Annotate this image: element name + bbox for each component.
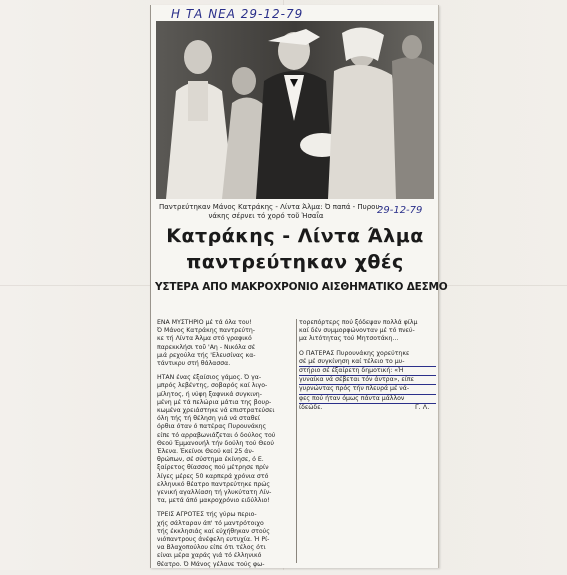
underlined-text-line: φες πού ήταν όμως πάντα μάλλον — [299, 395, 436, 404]
text-line: ίδεώδε. — [299, 403, 323, 411]
text-line: Ο ΠΑΤΕΡΑΣ Πυρουνάκης χορεύτηκε — [299, 349, 410, 357]
text-line: Έλενα. Έκείνοι Θεού καί 25 άν- — [157, 448, 255, 456]
text-line: μίλητος, ή νύφη ξαφνικά συγκινη- — [157, 390, 262, 398]
underlined-text-line: σέ μέ συγκίνηση καί τέλειο το μυ- — [299, 358, 436, 367]
author-signature: Γ. Λ. — [415, 403, 430, 411]
underlined-text-line: γυρνώντας πρός τήν πλευρά μέ νά- — [299, 385, 436, 394]
caption-line: Παντρεύτηκαν Μάνος Κατράκης - Λίντα Άλμα: Ό παπά - Πυρου- — [159, 203, 383, 211]
text-line: είπε τό αρραβωνιάζεται ό δούλος τού — [157, 431, 276, 439]
paragraph — [299, 319, 436, 344]
paragraph — [157, 511, 294, 568]
text-line: είναι μέρα χαράς γιά τό έλληνικό — [157, 552, 262, 560]
text-line: όλη τής τή θέληση γιά νά σταθεί — [157, 415, 260, 423]
text-line: θέατρο. Ό Μάνος γέλανε τούς φω- — [157, 560, 265, 568]
text-line: Θεού Έμμανουήλ τήν δούλη τού Θεού — [157, 439, 274, 447]
text-line: γενική αγαλλίαση τή γλυκύτατη Λίν- — [157, 489, 272, 497]
headline-line-1: Κατράκης - Λίντα Άλμα — [166, 225, 424, 247]
paragraph — [157, 374, 294, 505]
article-subhead: ΥΣΤΕΡΑ ΑΠΟ ΜΑΚΡΟΧΡΟΝΙΟ ΑΙΣΘΗΜΑΤΙΚΟ ΔΕΣΜΟ — [155, 281, 448, 293]
text-line: μα λιτότητας τού Μητσοτάκη... — [299, 335, 399, 343]
handwritten-date: 29-12-79 — [377, 205, 423, 216]
article-headline — [155, 223, 448, 295]
article-column-left — [157, 319, 294, 575]
handwritten-header: Η ΤΑ ΝΕΑ 29-12-79 — [171, 7, 304, 21]
caption-line: νάκης σέρνει τό χορό τοῦ Ἠσαΐα — [208, 212, 324, 220]
text-line: να Βλαχοπούλου είπε ότι τέλος ότι — [157, 544, 266, 552]
text-line: ΤΡΕΙΣ ΑΓΡΟΤΕΣ τής γύρω περιο- — [157, 511, 257, 519]
text-line: τάντικρυ στή θάλασσα. — [157, 360, 231, 368]
text-line: λίγες μέρες 50 καρπερά χρόνια στό — [157, 472, 269, 480]
column-divider — [296, 319, 297, 563]
text-line: νιόπαντρους άνέφελη ευτυχία. Ή Ρί- — [157, 536, 270, 544]
text-line: ελληνικό θέατρο παντρεύτηκε πρώς — [157, 480, 271, 488]
text-line: τα, μετά άπό μακροχρόνιο ειδύλλιο! — [157, 497, 270, 505]
text-line: ξαίρετος θίασσος πού μέτρησε πρίν — [157, 464, 269, 472]
text-line: ΗΤΑΝ ένας έξαίσιος γάμος. Ό γα- — [157, 374, 262, 382]
text-line: μιά ρεχούλα τής 'Ελευσίνας κα- — [157, 351, 256, 359]
headline-line-2: παντρεύτηκαν χθές — [186, 251, 404, 273]
text-line: καί δέν συμμορφώνονταν μέ τό πνεύ- — [299, 327, 415, 335]
text-line: όρθια όταν ό πατέρας Πυρουνάκης — [157, 423, 267, 431]
photo-caption — [159, 203, 383, 221]
newspaper-clipping — [150, 5, 448, 568]
text-line: τής έκκλησιάς καί εύχήθηκαν στούς — [157, 527, 270, 535]
underlined-text-line: στήριο σέ έξαίρετη δημοτική: «Ή — [299, 367, 436, 376]
wedding-photo-image — [156, 21, 434, 199]
text-line: μπρός λεβέντης, σοβαρός καί λιγο- — [157, 382, 268, 390]
text-line: τορεπόρτερς πού ξόδεψαν πολλά φίλμ — [299, 319, 418, 326]
text-line: χής σάλταραν άπ' τό μαντρότοιχο — [157, 519, 264, 527]
text-line: κωμένα χρειάστηκε νά επιστρατεύσει — [157, 407, 275, 415]
text-line: μένη μέ τά πελώρια μάτια της βουρ- — [157, 398, 272, 406]
underlined-text-line: γυναίκα νά σέβεται τόν άντρα», είπε — [299, 376, 436, 385]
text-line: ΕΝΑ ΜΥΣΤΗΡΙΟ μέ τά όλα του! — [157, 319, 252, 326]
text-line: θρώπων, σέ σύστημα έκίνησε, ό Ε. — [157, 456, 264, 464]
wedding-photo — [156, 21, 434, 199]
text-line: κε τή Λίντα Άλμα στό γραφικό — [157, 335, 252, 343]
text-line: παρεκκλήσι τοῦ 'Αη - Νικόλα σέ — [157, 343, 256, 351]
paragraph — [157, 319, 294, 368]
text-line: Ό Μάνος Κατράκης παντρεύτη- — [157, 327, 256, 335]
